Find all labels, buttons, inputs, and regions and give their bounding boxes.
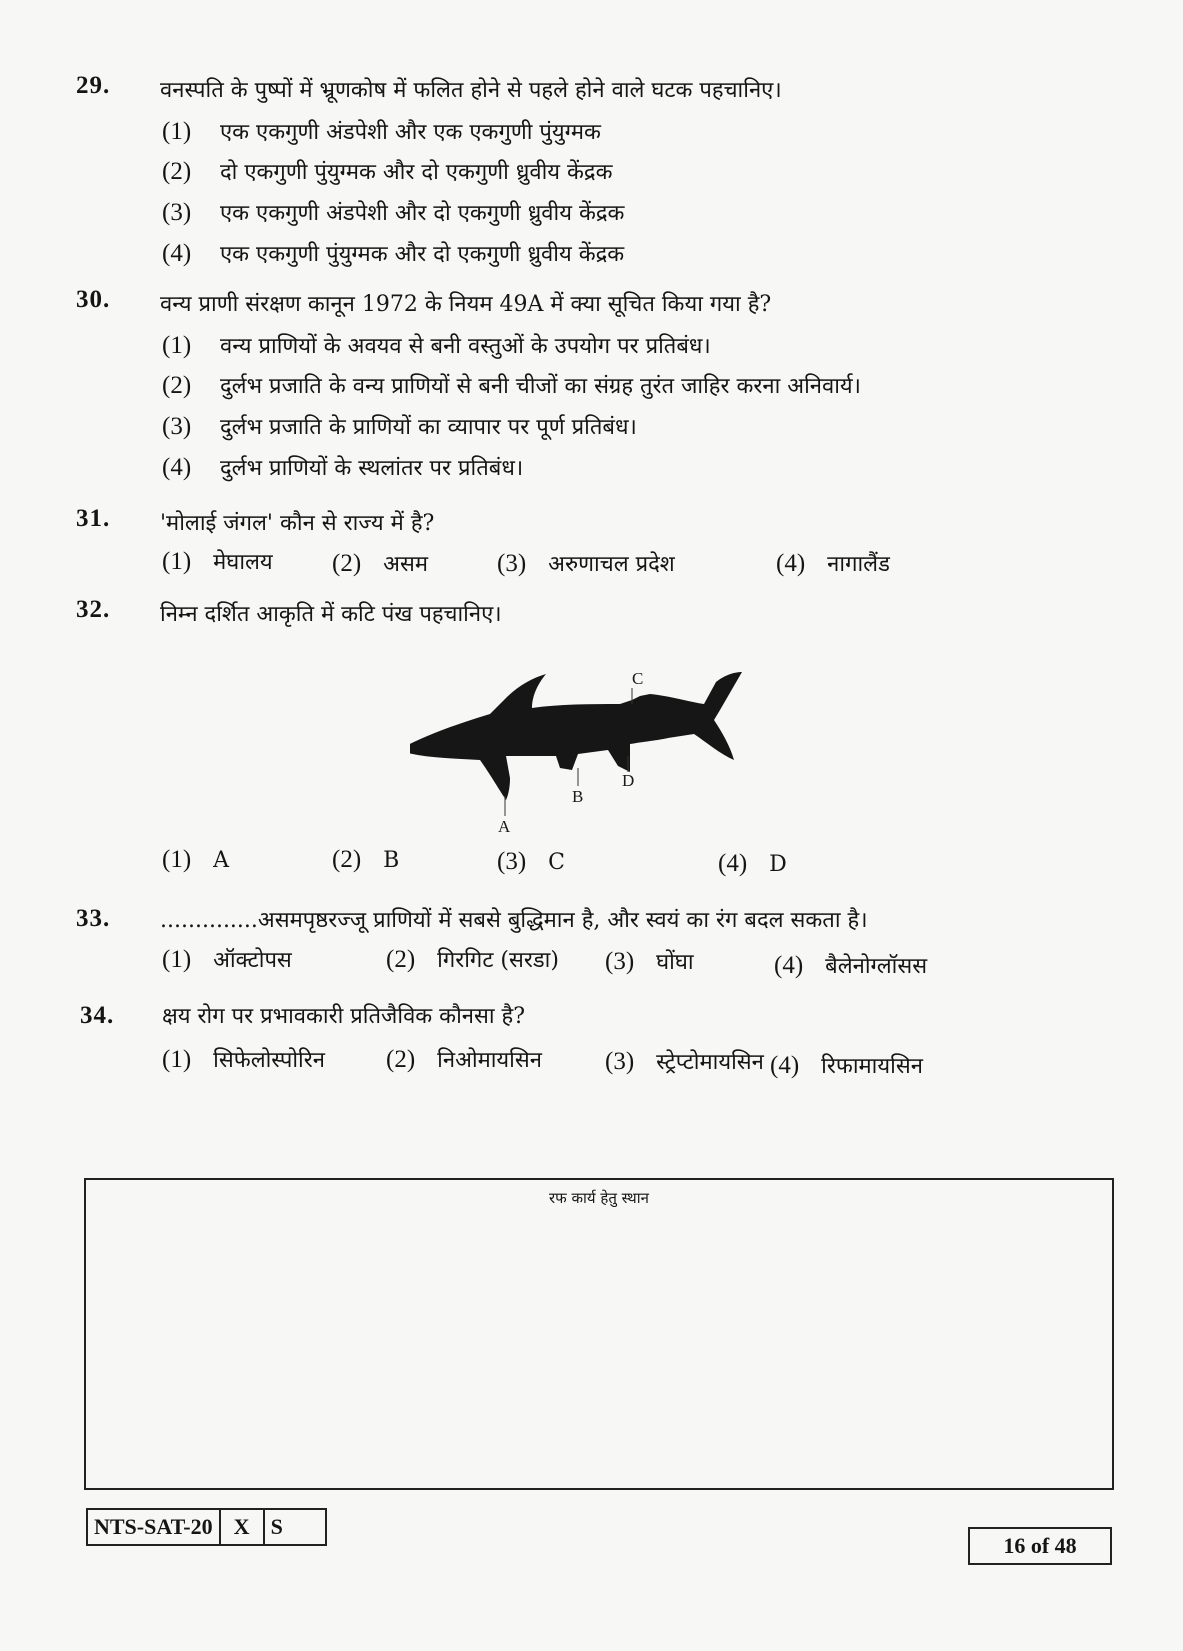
option-4: (4) एक एकगुणी पुंयुग्मक और दो एकगुणी ध्रुवीय केंद्रक [162,240,625,267]
option-4: (4) दुर्लभ प्राणियों के स्थलांतर पर प्रतिबंध। [162,454,524,481]
label-c: C [632,669,644,688]
subject-code: S [270,1514,283,1539]
question-text: 'मोलाई जंगल' कौन से राज्य में है? [160,511,435,536]
question-text: निम्न दर्शित आकृति में कटि पंख पहचानिए। [160,602,502,627]
fish-silhouette [410,672,742,800]
rough-work-label: रफ कार्य हेतु स्थान [549,1189,649,1207]
question-number: 29. [76,72,111,99]
option-1: (1) वन्य प्राणियों के अवयव से बनी वस्तुओं के उपयोग पर प्रतिबंध। [162,332,711,359]
standard-code: X [221,1510,265,1544]
option-4: (4) D [718,850,787,877]
option-1: (1) ऑक्टोपस [162,946,292,973]
question-number: 31. [76,505,111,532]
paper-code: NTS-SAT-20 [88,1510,221,1544]
option-1: (1) एक एकगुणी अंडपेशी और एक एकगुणी पुंयुग्मक [162,118,601,145]
option-4: (4) रिफामायसिन [770,1052,923,1079]
option-4: (4) बैलेनोग्लॉसस [774,952,928,979]
option-3: (3) अरुणाचल प्रदेश [497,550,675,577]
option-2: (2) दुर्लभ प्रजाति के वन्य प्राणियों से बनी चीजों का संग्रह तुरंत जाहिर करना अनिवार्य। [162,372,862,399]
option-3: (3) दुर्लभ प्रजाति के प्राणियों का व्यापार पर पूर्ण प्रतिबंध। [162,413,637,440]
option-3: (3) C [497,848,565,875]
rough-work-box [84,1178,1114,1490]
option-2: (2) असम [332,550,428,577]
question-text: वन्य प्राणी संरक्षण कानून 1972 के नियम 49A में क्या सूचित किया गया है? [160,292,772,317]
question-text: वनस्पति के पुष्पों में भ्रूणकोष में फलित होने से पहले होने वाले घटक पहचानिए। [160,78,782,103]
option-1: (1) A [162,846,230,873]
question-number: 32. [76,596,111,623]
fish-figure [410,668,770,878]
label-b: B [572,787,584,806]
page-number: 16 of 48 [968,1527,1112,1565]
question-number: 33. [76,905,111,932]
option-3: (3) स्ट्रेप्टोमायसिन [605,1048,764,1075]
label-d: D [622,771,635,790]
option-1: (1) मेघालय [162,548,273,575]
option-2: (2) गिरगिट (सरडा) [386,946,559,973]
option-3: (3) एक एकगुणी अंडपेशी और दो एकगुणी ध्रुवीय केंद्रक [162,199,625,226]
question-number: 34. [80,1002,115,1029]
question-number: 30. [76,286,111,313]
option-1: (1) सिफेलोस्पोरिन [162,1046,325,1073]
question-text: ..............असमपृष्ठरज्जू प्राणियों में सबसे बुद्धिमान है, और स्वयं का रंग बदल सकता है। [160,908,868,933]
option-4: (4) नागालैंड [776,550,890,577]
option-2: (2) दो एकगुणी पुंयुग्मक और दो एकगुणी ध्रुवीय केंद्रक [162,158,613,185]
option-3: (3) घोंघा [605,948,694,975]
question-text: क्षय रोग पर प्रभावकारी प्रतिजैविक कौनसा है? [162,1004,526,1029]
paper-code-box [86,1508,327,1546]
label-a: A [498,817,511,836]
option-2: (2) B [332,846,400,873]
option-2: (2) निओमायसिन [386,1046,542,1073]
